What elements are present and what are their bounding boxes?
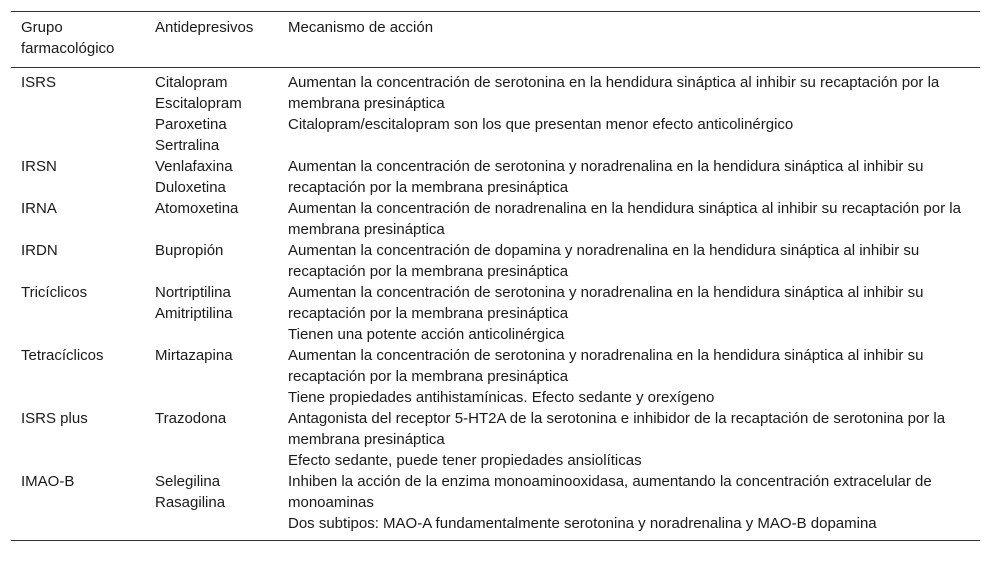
drug-name: Selegilina (155, 473, 221, 490)
drug-name: Duloxetina (155, 179, 226, 196)
table-row (11, 471, 980, 541)
table-row (11, 345, 980, 408)
table-row (11, 282, 980, 345)
mechanism-text: Aumentan la concentración de serotonina y noradrenalina en la hendidura sináptica al inhibir su recaptación por la membrana presináptica (288, 284, 924, 322)
cell-mechanism (278, 240, 980, 282)
header-mechanism: Mecanismo de acción (288, 19, 434, 36)
table-row (11, 68, 980, 157)
mechanism-text: Aumentan la concentración de dopamina y noradrenalina en la hendidura sináptica al inhibir su recaptación por la membrana presináptica (288, 242, 920, 280)
mechanism-text: Tienen una potente acción anticolinérgica (288, 326, 565, 343)
mechanism-text: Tiene propiedades antihistamínicas. Efecto sedante y orexígeno (288, 389, 715, 406)
table-body (11, 68, 980, 541)
drug-name: Escitalopram (155, 95, 242, 112)
cell-drugs (145, 156, 278, 198)
cell-drugs (145, 198, 278, 240)
cell-mechanism (278, 471, 980, 541)
drug-name: Amitriptilina (155, 305, 233, 322)
table-row (11, 198, 980, 240)
cell-group: ISRS plus (21, 410, 88, 427)
antidepressants-table (11, 11, 980, 541)
mechanism-text: Efecto sedante, puede tener propiedades ansiolíticas (288, 452, 642, 469)
cell-group: IRDN (21, 242, 58, 259)
cell-mechanism (278, 408, 980, 471)
cell-mechanism (278, 198, 980, 240)
cell-drugs (145, 345, 278, 408)
mechanism-text: Aumentan la concentración de noradrenalina en la hendidura sináptica al inhibir su recaptación por la membrana presináptica (288, 200, 961, 238)
cell-drugs (145, 471, 278, 541)
cell-mechanism (278, 68, 980, 157)
table-row (11, 156, 980, 198)
drug-name: Trazodona (155, 410, 227, 427)
cell-drugs (145, 408, 278, 471)
drug-name: Mirtazapina (155, 347, 233, 364)
table-row (11, 408, 980, 471)
cell-mechanism (278, 345, 980, 408)
cell-group: IRNA (21, 200, 57, 217)
cell-drugs (145, 282, 278, 345)
drug-name: Nortriptilina (155, 284, 231, 301)
mechanism-text: Aumentan la concentración de serotonina y noradrenalina en la hendidura sináptica al inhibir su recaptación por la membrana presináptica (288, 347, 924, 385)
table-header-row (11, 12, 980, 68)
mechanism-text: Citalopram/escitalopram son los que presentan menor efecto anticolinérgico (288, 116, 794, 133)
cell-group: ISRS (21, 74, 57, 91)
drug-name: Sertralina (155, 137, 220, 154)
mechanism-text: Dos subtipos: MAO-A fundamentalmente serotonina y noradrenalina y MAO-B dopamina (288, 515, 877, 532)
drug-name: Rasagilina (155, 494, 226, 511)
cell-drugs (145, 240, 278, 282)
cell-group: Tricíclicos (21, 284, 88, 301)
cell-group: IRSN (21, 158, 57, 175)
mechanism-text: Aumentan la concentración de serotonina y noradrenalina en la hendidura sináptica al inhibir su recaptación por la membrana presináptica (288, 158, 924, 196)
cell-mechanism (278, 282, 980, 345)
header-drugs: Antidepresivos (155, 19, 254, 36)
drug-name: Venlafaxina (155, 158, 233, 175)
drug-name: Citalopram (155, 74, 228, 91)
drug-name: Atomoxetina (155, 200, 239, 217)
cell-group: IMAO-B (21, 473, 75, 490)
mechanism-text: Aumentan la concentración de serotonina en la hendidura sináptica al inhibir su recaptación por la membrana presináptica (288, 74, 940, 112)
header-group: Grupo farmacológico (21, 19, 115, 57)
drug-name: Paroxetina (155, 116, 227, 133)
drug-name: Bupropión (155, 242, 224, 259)
mechanism-text: Inhiben la acción de la enzima monoaminooxidasa, aumentando la concentración extracelular de monoaminas (288, 473, 932, 511)
table-row (11, 240, 980, 282)
cell-mechanism (278, 156, 980, 198)
cell-group: Tetracíclicos (21, 347, 104, 364)
cell-drugs (145, 68, 278, 157)
mechanism-text: Antagonista del receptor 5-HT2A de la serotonina e inhibidor de la recaptación de serotonina por la membrana presináptica (288, 410, 946, 448)
